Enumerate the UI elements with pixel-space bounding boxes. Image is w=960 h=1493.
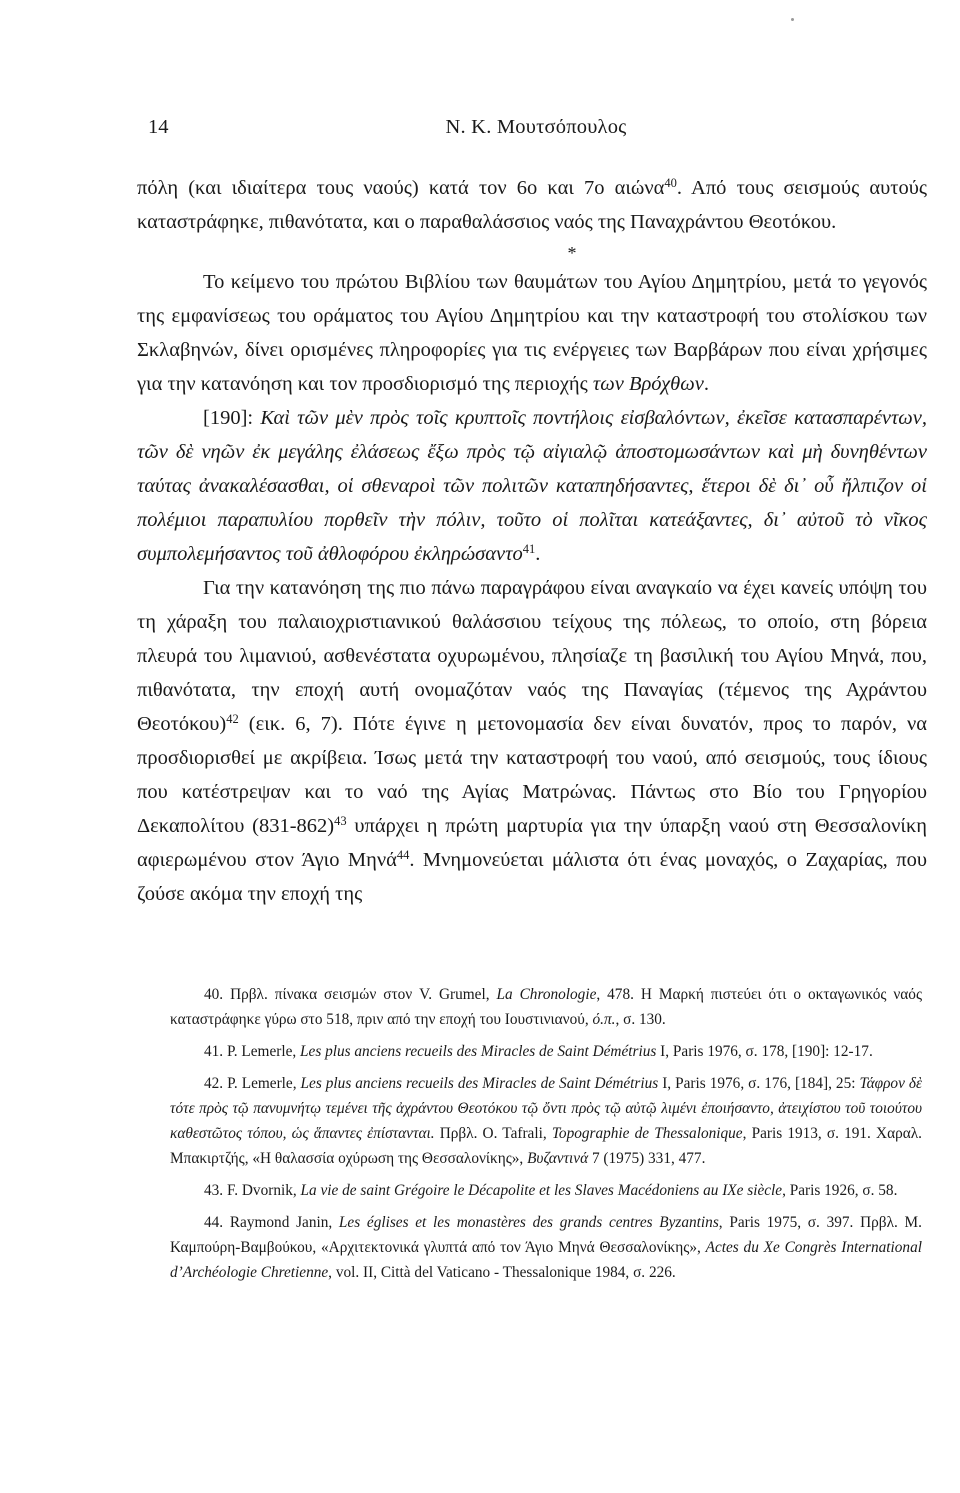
footnote-ref-41: 41 <box>522 542 536 556</box>
footnote-42: 42. P. Lemerle, Les plus anciens recueils des Miracles de Saint Démétrius I, Paris 1976, σ. 176, [184], 25: Τάφρον δὲ τότε πρὸς τῷ πανυμνήτῳ τεμένει τῆς ἀχράντου Θεοτόκου τῷ ὄντι πρὸς τῷ αὐτῷ λιμένι ἐποιήσαντο, ἀτειχίστου τοῦ τοιούτου καθεστῶτος τόπου, ὡς ἅπαντες ἐπίστανται. Πρβλ. O. Tafrali, Topographie de Thessalonique, Paris 1913, σ. 191. Χαραλ. Μπακιρτζής, «Η θαλασσία οχύρωση της Θεσσαλονίκης», Βυζαντινά 7 (1975) 331, 477. <box>170 1075 922 1167</box>
footnote-40: 40. Πρβλ. πίνακα σεισμών στον V. Grumel, La Chronologie, 478. Η Μαρκή πιστεύει ότι ο οκταγωνικός ναός καταστράφηκε γύρω στο 518, πριν από την εποχή του Ιουστινιανού, ό.π., σ. 130. <box>170 986 923 1028</box>
section-separator: * <box>567 243 577 263</box>
quote-reference: [190]: <box>203 407 261 429</box>
paragraph-continuation: πόλη (και ιδιαίτερα τους ναούς) κατά τον 6ο και 7ο αιώνα$^{40}$. Από τους σεισμούς αυτούς καταστράφηκε, πιθανότατα, και ο παραθαλάσσιος ναός της Παναχράντου Θεοτόκου. <box>137 176 927 233</box>
footnote-43: 43. F. Dvornik, La vie de saint Grégoire le Décapolite et les Slaves Macédoniens au IXe siècle, Paris 1926, σ. 58. <box>204 1182 898 1199</box>
page-number: 14 <box>148 116 169 138</box>
footnote-41: 41. P. Lemerle, Les plus anciens recueils des Miracles de Saint Démétrius I, Paris 1976, σ. 178, [190]: 12-17. <box>204 1043 873 1060</box>
footnote-44: 44. Raymond Janin, Les églises et les monastères des grands centres Byzantins, Paris 1975, σ. 397. Πρβλ. Μ. Καμπούρη-Βαμβούκου, «Αρχιτεκτονικά γλυπτά από τον Άγιο Μηνά Θεσσαλονίκης», Actes du Xe Congrès International d’Archéologie Chretienne, vol. II, Città del Vaticano - Thessalonique 1984, σ. 226. <box>170 1214 922 1281</box>
paragraph-miracles: Το κείμενο του πρώτου Βιβλίου των θαυμάτων του Αγίου Δημητρίου, μετά το γεγονός της εμφανίσεως του οράματος του Αγίου Δημητρίου και την καταστροφή του στολίσκου των Σκλαβηνών, δίνει ορισμένες πληροφορίες για τις ενέργειες των Βαρβάρων που είναι χρήσιμες για την κατανόηση και τον προσδιορισμό της περιοχής των Βρόχθων. <box>137 271 927 395</box>
main-text <box>137 171 927 911</box>
footnote-ref-44: 44 <box>396 848 410 862</box>
page-header <box>148 116 924 146</box>
paragraph-sea-wall: Για την κατανόηση της πιο πάνω παραγράφου είναι αναγκαίο να έχει κανείς υπόψη του τη χάραξη του παλαιοχριστιανικού θαλάσσιου τείχους της πόλεως, το οποίο, στη βόρεια πλευρά του λιμανιού, ασθενέστατα οχυρωμένου, πλησίαζε τη βασιλική του Αγίου Μηνά, που, πιθανότατα, την εποχή αυτή ονομαζόταν ναός της Παναγίας (τέμενος της Αχράντου Θεοτόκου)$^{42}$ (εικ. 6, 7). Πότε έγινε η μετονομασία δεν είναι δυνατόν, προς το παρόν, να προσδιορισθεί με ακρίβεια. Ίσως μετά την καταστροφή του ναού, από σεισμούς, τους ίδιους που κατέστρεψαν και το ναό της Αγίας Ματρώνας. Πάντως στο Βίο του Γρηγορίου Δεκαπολίτου $(831-862)^{43}$ υπάρχει η πρώτη μαρτυρία για την ύπαρξη ναού στη Θεσσαλονίκη αφιερωμένου στον Άγιο Μηνά$^{44}$. Μνημονεύεται μάλιστα ότι ένας μοναχός, ο Ζαχαρίας, που ζούσε ακόμα την εποχή της <box>137 577 927 905</box>
footnote-ref-42: 42 <box>226 712 239 726</box>
footnote-ref-43: 43 <box>334 814 347 828</box>
greek-quotation: Καὶ τῶν μὲν πρὸς τοῖς κρυπτοῖς ποντήλοις εἰσβαλόντων, ἐκεῖσε κατασπαρέντων, τῶν δὲ νηῶν ἐκ μεγάλης ἐλάσεως ἔξω πρὸς τῷ αἰγιαλῷ ἀποστομωσάντων καὶ μὴ δυνηθέντων ταύτας ἀνακαλέσασθαι, οἱ σθεναροὶ τῶν πολιτῶν καταπηδήσαντες, ἕτεροι δὲ δι᾽ οὗ ἤλπιζον οἱ πολέμιοι παραπυλίου πορθεῖν τὴν πόλιν, τοῦτο οἱ πολῖται κατεάξαντες, δι᾽ αὐτοῦ τὸ νῖκος συμπολεμήσαντος τοῦ ἀθλοφόρου ἐκληρώσαντο <box>137 407 927 565</box>
footnotes <box>170 982 922 1292</box>
scan-speck <box>791 18 794 21</box>
footnote-ref-40: 40 <box>664 176 677 190</box>
quote-paragraph: [190]: Καὶ τῶν μὲν πρὸς τοῖς κρυπτοῖς ποντήλοις εἰσβαλόντων, ἐκεῖσε κατασπαρέντων, τῶν δὲ νηῶν ἐκ μεγάλης ἐλάσεως ἔξω πρὸς τῷ αἰγιαλῷ ἀποστομωσάντων καὶ μὴ δυνηθέντων ταύτας ἀνακαλέσασθαι, οἱ σθεναροὶ τῶν πολιτῶν καταπηδήσαντες, ἕτεροι δὲ δι᾽ οὗ ἤλπιζον οἱ πολέμιοι παραπυλίου πορθεῖν τὴν πόλιν, τοῦτο οἱ πολῖται κατεάξαντες, δι᾽ αὐτοῦ τὸ νῖκος συμπολεμήσαντος τοῦ ἀθλοφόρου ἐκληρώσαντο$^{41}$. <box>137 407 927 565</box>
running-title: Ν. Κ. Μουτσόπουλος <box>445 116 627 138</box>
